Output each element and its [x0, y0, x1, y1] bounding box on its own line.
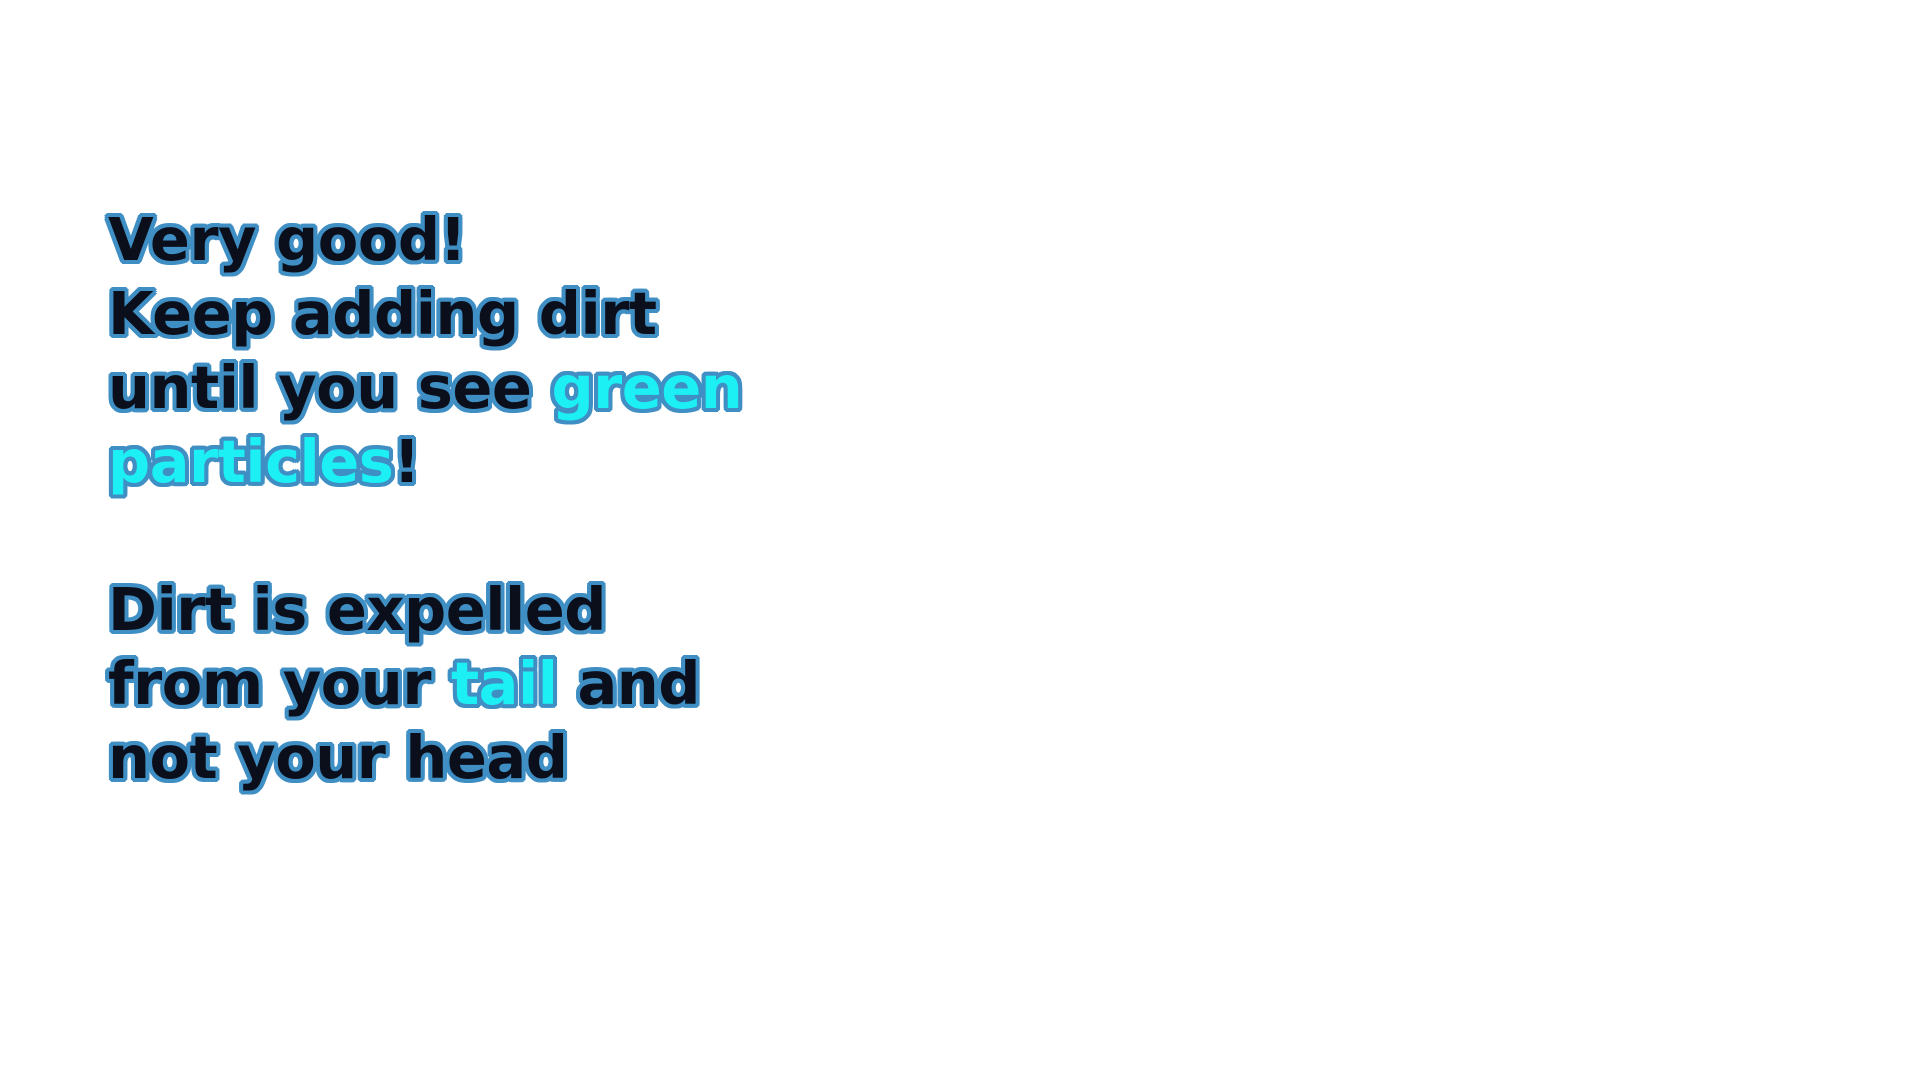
highlight-green: green	[551, 353, 743, 422]
tutorial-text: from your	[108, 649, 451, 718]
highlight-particles: particles	[108, 427, 394, 496]
tutorial-line-very-good: Very good!	[108, 205, 466, 274]
tutorial-text: until you see	[108, 353, 552, 422]
tutorial-line-until-you-see	[108, 351, 742, 425]
tutorial-line-particles	[108, 425, 742, 499]
highlight-tail: tail	[450, 649, 558, 718]
tutorial-line-keep-adding: Keep adding dirt	[108, 279, 657, 348]
tutorial-message	[108, 203, 742, 795]
tutorial-line-dirt-expelled: Dirt is expelled	[108, 575, 606, 644]
tutorial-line-not-your-head: not your head	[108, 723, 568, 792]
tutorial-text: !	[393, 427, 420, 496]
tutorial-text: and	[557, 649, 701, 718]
tutorial-line-from-your-tail	[108, 647, 742, 721]
paragraph-gap	[108, 499, 742, 573]
